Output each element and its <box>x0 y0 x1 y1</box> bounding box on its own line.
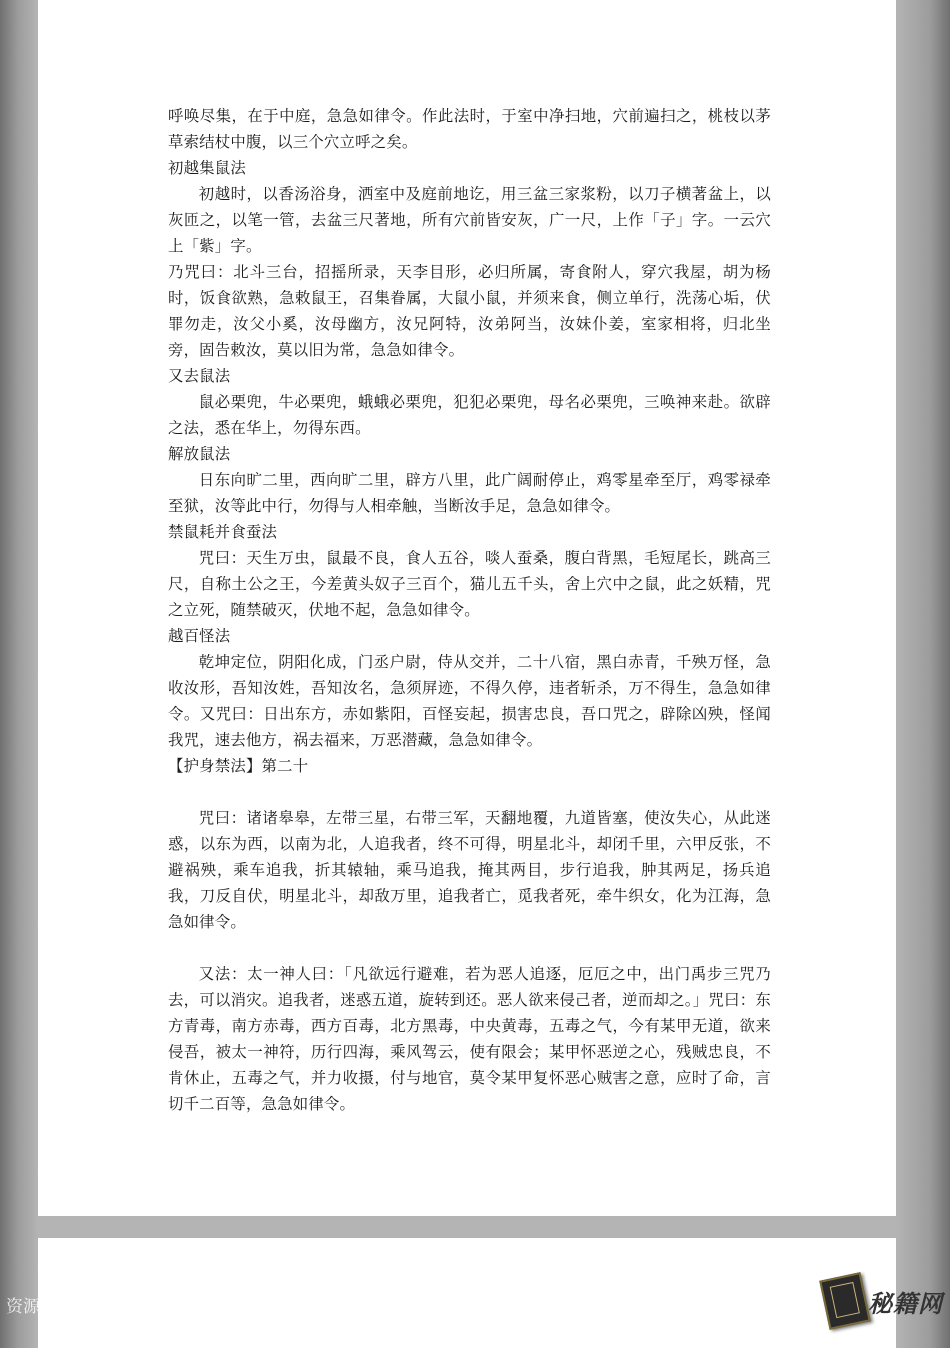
section-heading: 初越集鼠法 <box>168 159 246 177</box>
next-page <box>38 1238 896 1348</box>
section-heading: 解放鼠法 <box>168 445 231 463</box>
section-heading: 禁鼠耗并食蚕法 <box>168 523 278 541</box>
book-icon <box>819 1272 870 1330</box>
chapter-heading: 【护身禁法】第二十 <box>168 757 309 775</box>
paragraph: 乾坤定位，阴阳化成，门丞户尉，侍从交并，二十八宿，黑白赤青，千殃万怪，急收汝形，吾知汝姓，吾知汝名，急须屏迹，不得久停，违者斩杀，万不得生，急急如律令。又咒曰：日出东方，赤如紫阳，百怪妄起，损害忠良，吾口咒之，辟除凶殃，怪闻我咒，速去他方，祸去福来，万恶潜藏，急急如律令。 <box>168 653 771 749</box>
logo-text: 秘籍网 <box>868 1289 943 1318</box>
site-logo <box>820 1272 948 1326</box>
watermark-text: 资源 <box>6 1297 40 1317</box>
paragraph: 乃咒曰：北斗三台，招摇所录，天李目形，必归所属，寄食附人，穿穴我屋，胡为杨时，饭食欲熟，急敕鼠王，召集眷属，大鼠小鼠，并须来食，侧立单行，洗荡心垢，伏罪勿走，汝父小奚，汝母幽方，汝兄阿特，汝弟阿当，汝妹仆姜，室家相将，归北坐旁，固告敕汝，莫以旧为常，急急如律令。 <box>168 263 771 359</box>
paragraph: 咒曰：天生万虫，鼠最不良，食人五谷，啖人蚕桑，腹白背黑，毛短尾长，跳高三尺，自称土公之王，今差黄头奴子三百个，猫儿五千头，舍上穴中之鼠，此之妖精，咒之立死，随禁破灭，伏地不起，急急如律令。 <box>168 549 771 619</box>
paragraph: 咒曰：诸诸皋皋，左带三星，右带三军，天翻地覆，九道皆塞，使汝失心，从此迷惑，以东为西，以南为北，人追我者，终不可得，明星北斗，却闭千里，六甲反张，不避祸殃，乘车追我，折其辕轴，乘马追我，掩其两目，步行追我，肿其两足，扬兵追我，刀反自伏，明星北斗，却敌万里，追我者亡，觅我者死，牵牛织女，化为江海，急急如律令。 <box>168 809 771 931</box>
document-page <box>38 0 896 1216</box>
section-heading: 又去鼠法 <box>168 367 231 385</box>
document-text <box>168 103 771 1117</box>
paragraph: 又法：太一神人曰：「凡欲远行避难，若为恶人追逐，厄厄之中，出门禹步三咒乃去，可以消灾。追我者，迷惑五道，旋转到还。恶人欲来侵己者，逆而却之。」咒曰：东方青毒，南方赤毒，西方百毒，北方黑毒，中央黄毒，五毒之气，今有某甲无道，欲来侵吾，被太一神符，历行四海，乘风驾云，使有限会；某甲怀恶逆之心，残贼忠良，不肯休止，五毒之气，并力收摄，付与地官，莫令某甲复怀恶心贼害之意，应时了命，言切千二百等，急急如律令。 <box>168 965 771 1113</box>
paragraph: 日东向旷二里，西向旷二里，辟方八里，此广阔耐停止，鸡零星牵至厅，鸡零禄牵至狱，汝等此中行，勿得与人相牵触，当断汝手足，急急如律令。 <box>168 471 771 515</box>
paragraph: 呼唤尽集，在于中庭，急急如律令。作此法时，于室中净扫地，穴前遍扫之，桃枝以茅草索结杖中腹，以三个穴立呼之矣。 <box>168 107 771 151</box>
section-heading: 越百怪法 <box>168 627 231 645</box>
paragraph: 初越时，以香汤浴身，洒室中及庭前地讫，用三盆三家浆粉，以刀子横著盆上，以灰匝之，以笔一管，去盆三尺著地，所有穴前皆安灰，广一尺，上作「子」字。一云穴上「紫」字。 <box>168 185 771 255</box>
paragraph: 鼠必栗兜，牛必栗兜，蛾蛾必栗兜，犯犯必栗兜，母名必栗兜，三唤神来赴。欲辟之法，悉在华上，勿得东西。 <box>168 393 771 437</box>
